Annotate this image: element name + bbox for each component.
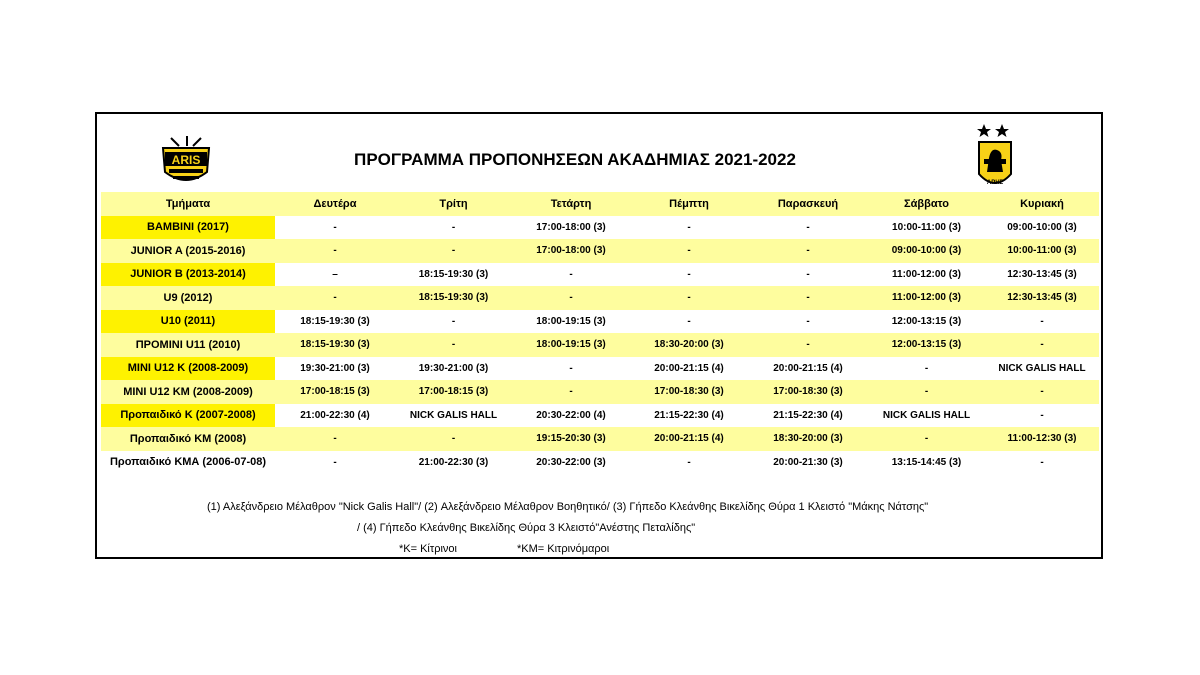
schedule-cell: 18:15-19:30 (3) <box>395 263 512 287</box>
schedule-cell: - <box>868 427 985 451</box>
schedule-cell: 21:00-22:30 (3) <box>395 451 512 475</box>
schedule-document <box>95 112 1103 559</box>
schedule-cell: 21:15-22:30 (4) <box>630 404 748 428</box>
schedule-cell: 19:15-20:30 (3) <box>512 427 630 451</box>
row-name-cell: Προπαιδικό Κ (2007-2008) <box>101 404 275 428</box>
venue-note-line2: / (4) Γήπεδο Κλεάνθης Βικελίδης Θύρα 3 Κλειστό"Ανέστης Πεταλίδης" <box>357 522 696 534</box>
schedule-cell: – <box>275 263 395 287</box>
schedule-cell: - <box>748 263 868 287</box>
table-row <box>101 404 1099 428</box>
table-row <box>101 239 1099 263</box>
schedule-cell: - <box>395 310 512 334</box>
schedule-cell: - <box>630 310 748 334</box>
schedule-cell: 18:30-20:00 (3) <box>748 427 868 451</box>
schedule-cell: NICK GALIS HALL <box>395 404 512 428</box>
table-row <box>101 310 1099 334</box>
schedule-cell: - <box>512 357 630 381</box>
column-header: Κυριακή <box>985 192 1099 216</box>
table-row <box>101 451 1099 475</box>
row-name-cell: U10 (2011) <box>101 310 275 334</box>
schedule-cell: 18:15-19:30 (3) <box>275 333 395 357</box>
schedule-cell: - <box>748 310 868 334</box>
column-header: Δευτέρα <box>275 192 395 216</box>
row-name-cell: MINI U12 KM (2008-2009) <box>101 380 275 404</box>
aris-club-crest <box>975 122 1015 194</box>
star-icon <box>977 124 991 137</box>
schedule-cell: 17:00-18:30 (3) <box>630 380 748 404</box>
schedule-cell: 19:30-21:00 (3) <box>395 357 512 381</box>
schedule-cell: - <box>985 404 1099 428</box>
schedule-cell: 18:30-20:00 (3) <box>630 333 748 357</box>
logo-right-label: ΑΡΗΣ <box>986 180 1004 186</box>
table-row <box>101 216 1099 240</box>
row-name-cell: BAMBINI (2017) <box>101 216 275 240</box>
schedule-cell: - <box>748 239 868 263</box>
schedule-cell: - <box>512 263 630 287</box>
schedule-cell: 18:00-19:15 (3) <box>512 333 630 357</box>
table-row <box>101 427 1099 451</box>
column-header: Παρασκευή <box>748 192 868 216</box>
schedule-cell: NICK GALIS HALL <box>985 357 1099 381</box>
schedule-cell: - <box>512 380 630 404</box>
column-header: Σάββατο <box>868 192 985 216</box>
schedule-cell: 13:15-14:45 (3) <box>868 451 985 475</box>
schedule-cell: 12:30-13:45 (3) <box>985 263 1099 287</box>
schedule-cell: 17:00-18:15 (3) <box>275 380 395 404</box>
schedule-cell: 17:00-18:15 (3) <box>395 380 512 404</box>
table-row <box>101 357 1099 381</box>
schedule-cell: - <box>275 216 395 240</box>
row-name-cell: JUNIOR B (2013-2014) <box>101 263 275 287</box>
schedule-cell: 20:30-22:00 (4) <box>512 404 630 428</box>
schedule-cell: - <box>395 333 512 357</box>
venue-note-line1: (1) Αλεξάνδρειο Μέλαθρον "Nick Galis Hall"/ (2) Αλεξάνδρειο Μέλαθρον Βοηθητικό/ (3) Γήπεδο Κλεάνθης Βικελίδης Θύρα 1 Κλειστό "Μάκης Νάτσης" <box>207 501 929 513</box>
schedule-cell: 20:00-21:15 (4) <box>630 357 748 381</box>
schedule-cell: - <box>630 451 748 475</box>
schedule-cell: - <box>395 427 512 451</box>
row-name-cell: MINI U12 K (2008-2009) <box>101 357 275 381</box>
row-name-cell: U9 (2012) <box>101 286 275 310</box>
schedule-cell: - <box>985 380 1099 404</box>
schedule-cell: - <box>630 286 748 310</box>
column-header: Τρίτη <box>395 192 512 216</box>
table-row <box>101 286 1099 310</box>
schedule-cell: - <box>985 333 1099 357</box>
schedule-cell: 09:00-10:00 (3) <box>868 239 985 263</box>
schedule-cell: - <box>275 286 395 310</box>
schedule-cell: 20:00-21:15 (4) <box>748 357 868 381</box>
schedule-cell: 20:30-22:00 (3) <box>512 451 630 475</box>
schedule-cell: 18:15-19:30 (3) <box>395 286 512 310</box>
schedule-cell: - <box>748 216 868 240</box>
schedule-cell: - <box>395 216 512 240</box>
schedule-cell: - <box>630 216 748 240</box>
schedule-cell: - <box>275 427 395 451</box>
schedule-cell: 18:15-19:30 (3) <box>275 310 395 334</box>
schedule-cell: - <box>868 357 985 381</box>
schedule-cell: 19:30-21:00 (3) <box>275 357 395 381</box>
schedule-cell: - <box>275 451 395 475</box>
schedule-cell: 11:00-12:30 (3) <box>985 427 1099 451</box>
schedule-cell: 17:00-18:00 (3) <box>512 216 630 240</box>
schedule-cell: - <box>275 239 395 263</box>
schedule-cell: - <box>512 286 630 310</box>
schedule-cell: 21:00-22:30 (4) <box>275 404 395 428</box>
table-row <box>101 263 1099 287</box>
schedule-cell: - <box>630 239 748 263</box>
schedule-cell: 10:00-11:00 (3) <box>985 239 1099 263</box>
schedule-cell: 20:00-21:30 (3) <box>748 451 868 475</box>
schedule-cell: 12:30-13:45 (3) <box>985 286 1099 310</box>
column-header: Τμήματα <box>101 192 275 216</box>
schedule-cell: 17:00-18:30 (3) <box>748 380 868 404</box>
schedule-cell: - <box>985 451 1099 475</box>
schedule-cell: 11:00-12:00 (3) <box>868 286 985 310</box>
legend-k: *Κ= Κίτρινοι <box>399 543 457 555</box>
schedule-cell: - <box>985 310 1099 334</box>
table-row <box>101 380 1099 404</box>
schedule-cell: 10:00-11:00 (3) <box>868 216 985 240</box>
schedule-cell: - <box>748 333 868 357</box>
training-schedule-table <box>101 192 1099 474</box>
row-name-cell: JUNIOR A (2015-2016) <box>101 239 275 263</box>
schedule-cell: 12:00-13:15 (3) <box>868 333 985 357</box>
column-header: Πέμπτη <box>630 192 748 216</box>
schedule-cell: - <box>748 286 868 310</box>
column-header: Τετάρτη <box>512 192 630 216</box>
star-icon <box>995 124 1009 137</box>
schedule-cell: 17:00-18:00 (3) <box>512 239 630 263</box>
row-name-cell: ΠΡΟΜΙΝΙ U11 (2010) <box>101 333 275 357</box>
schedule-cell: - <box>395 239 512 263</box>
schedule-cell: - <box>630 263 748 287</box>
schedule-cell: 09:00-10:00 (3) <box>985 216 1099 240</box>
schedule-cell: 20:00-21:15 (4) <box>630 427 748 451</box>
table-header-row <box>101 192 1099 216</box>
table-row <box>101 333 1099 357</box>
schedule-cell: 11:00-12:00 (3) <box>868 263 985 287</box>
schedule-cell: 12:00-13:15 (3) <box>868 310 985 334</box>
schedule-cell: 18:00-19:15 (3) <box>512 310 630 334</box>
schedule-cell: NICK GALIS HALL <box>868 404 985 428</box>
logo-left-label: ARIS <box>171 153 201 167</box>
schedule-cell: - <box>868 380 985 404</box>
legend-km: *ΚΜ= Κιτρινόμαροι <box>517 543 610 555</box>
row-name-cell: Προπαιδικό ΚΜ (2008) <box>101 427 275 451</box>
schedule-cell: 21:15-22:30 (4) <box>748 404 868 428</box>
row-name-cell: Προπαιδικό ΚΜΑ (2006-07-08) <box>101 451 275 475</box>
page-title: ΠΡΟΓΡΑΜΜΑ ΠΡΟΠΟΝΗΣΕΩΝ ΑΚΑΔΗΜΙΑΣ 2021-2022 <box>354 150 796 169</box>
